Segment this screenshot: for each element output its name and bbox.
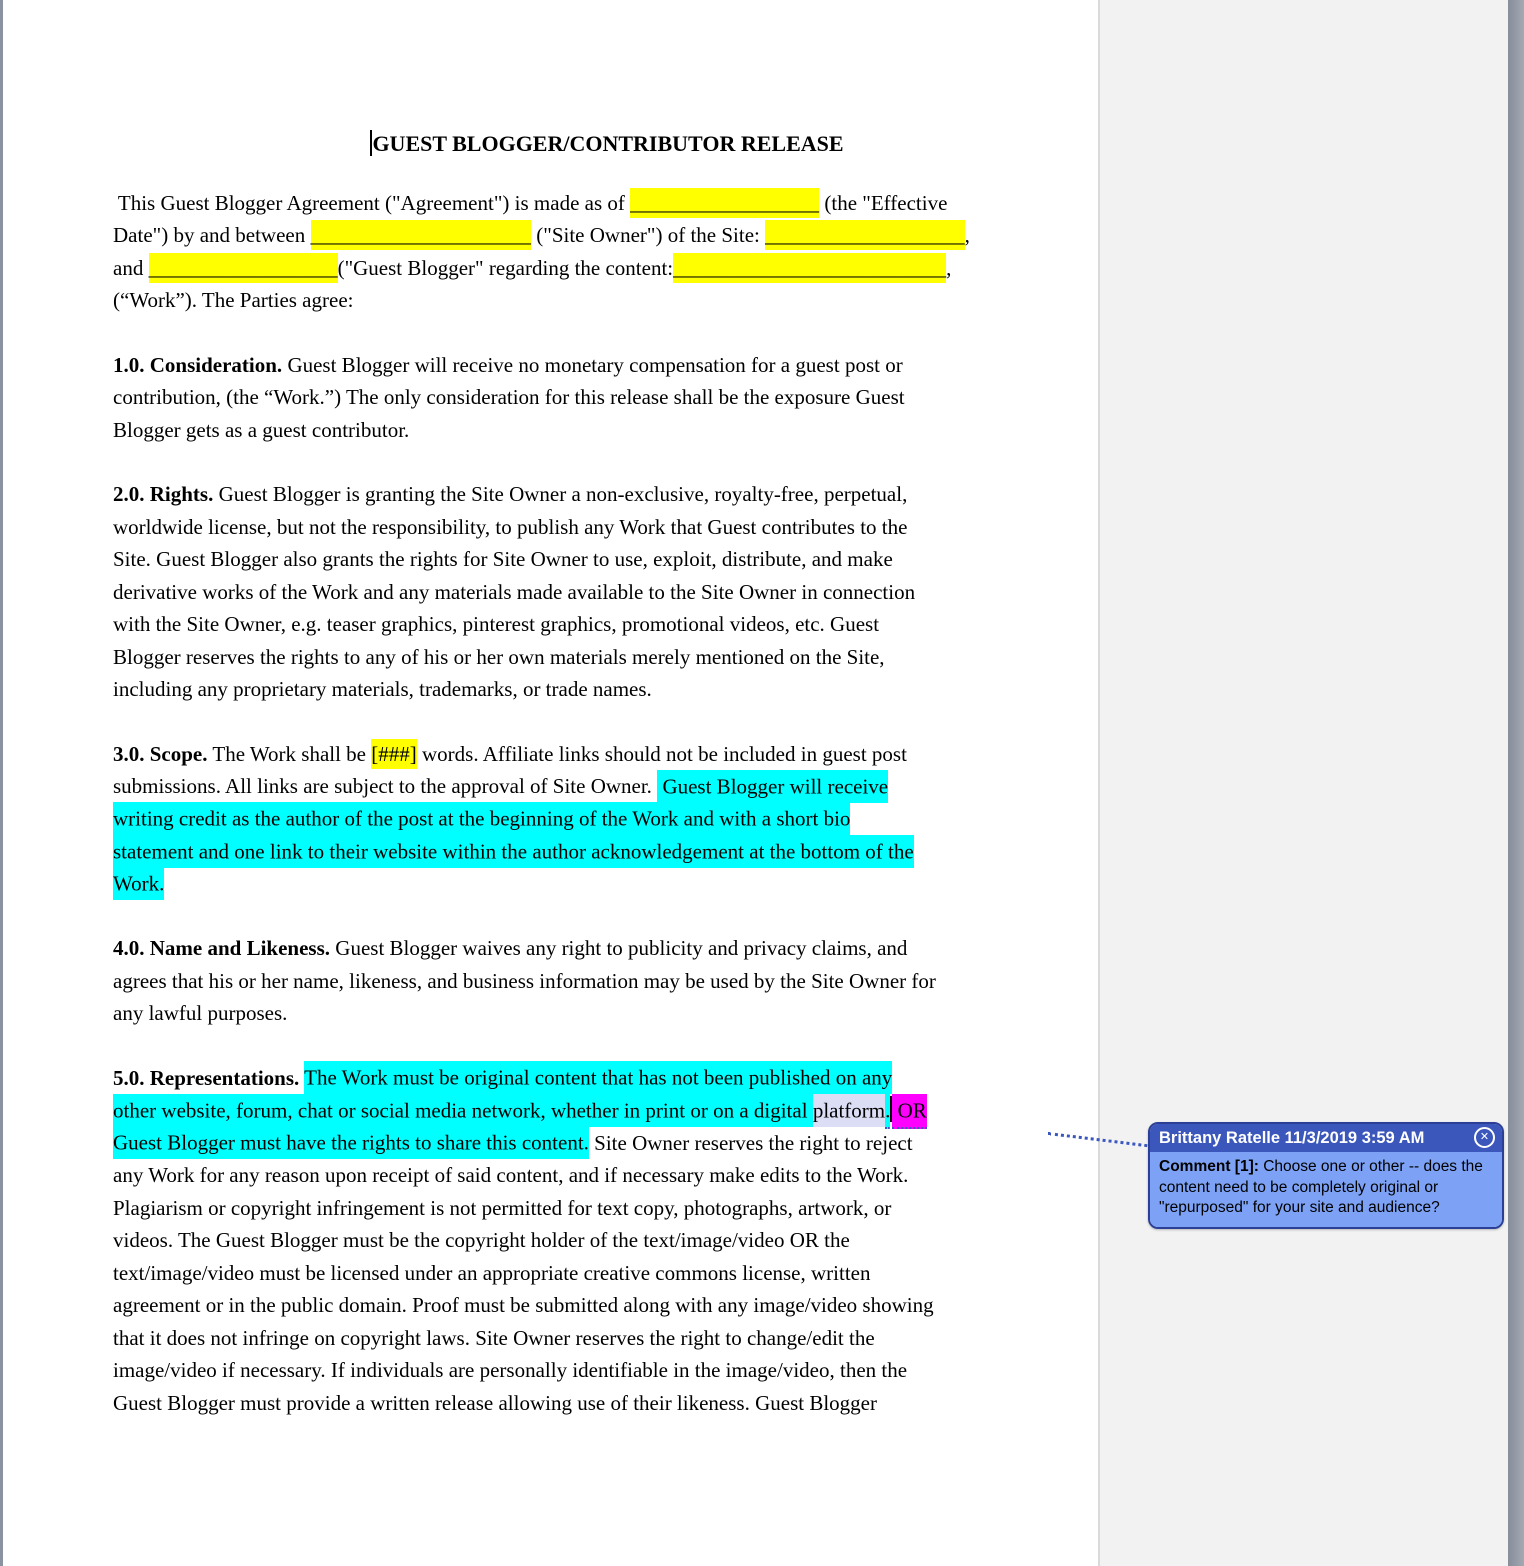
paragraph xyxy=(113,1062,1098,1420)
paragraph xyxy=(113,932,1098,1030)
text-line xyxy=(113,187,1098,220)
text-line xyxy=(113,1354,1098,1387)
highlighted-text-run: __________________ xyxy=(149,253,338,283)
text-run: This Guest Blogger Agreement ("Agreement") is made as of xyxy=(113,190,631,215)
text-run: any lawful purposes. xyxy=(113,1001,288,1025)
text-run: text/image/video must be licensed under an appropriate creative commons license, written xyxy=(113,1260,871,1285)
text-run: and xyxy=(113,255,149,280)
highlighted-text-run: statement and one link to their website within the author acknowledgement at the bottom of the xyxy=(113,835,914,868)
text-line xyxy=(113,478,1098,511)
paragraph xyxy=(113,478,1098,706)
text-line xyxy=(113,1387,1098,1420)
text-run: Blogger gets as a guest contributor. xyxy=(113,417,410,442)
text-run: worldwide license, but not the responsibility, to publish any Work that Guest contributes to the xyxy=(113,514,908,539)
paragraph xyxy=(113,738,1098,901)
document-page xyxy=(3,0,1098,1566)
text-run: agreement or in the public domain. Proof must be submitted along with any image/video showing xyxy=(113,1293,934,1317)
comment-box[interactable] xyxy=(1148,1122,1504,1229)
text-line xyxy=(113,1159,1098,1192)
text-line xyxy=(113,965,1098,998)
text-line xyxy=(113,219,1098,252)
text-line xyxy=(113,932,1098,965)
text-run: Plagiarism or copyright infringement is not permitted for text copy, photographs, artwork, or xyxy=(113,1195,892,1220)
text-line xyxy=(113,349,1098,382)
text-line xyxy=(113,1289,1098,1322)
highlighted-text-run: Guest Blogger will receive xyxy=(657,770,888,803)
highlighted-text-run: _____________________ xyxy=(311,220,532,250)
text-run: any Work for any reason upon receipt of said content, and if necessary make edits to the Work. xyxy=(113,1163,909,1187)
text-run: Site. Guest Blogger also grants the rights for Site Owner to use, exploit, distribute, and make xyxy=(113,547,893,571)
highlighted-text-run: platform xyxy=(813,1094,885,1127)
text-line xyxy=(113,868,1098,901)
text-run: with the Site Owner, e.g. teaser graphics, pinterest graphics, promotional videos, etc. Guest xyxy=(113,612,880,636)
comment-body xyxy=(1150,1152,1502,1227)
text-line xyxy=(113,284,1098,317)
text-line xyxy=(113,738,1098,771)
comment-label: Comment [1]: xyxy=(1159,1158,1259,1175)
text-line xyxy=(113,1094,1098,1127)
text-run: 1.0. Consideration. xyxy=(113,352,283,377)
text-line xyxy=(113,543,1098,576)
text-run: submissions. All links are subject to the approval of Site Owner. xyxy=(113,774,658,798)
text-line xyxy=(113,1062,1098,1095)
highlighted-text-run: Work. xyxy=(113,867,164,900)
highlighted-text-run: ___________________ xyxy=(765,220,965,250)
text-run: Guest Blogger is granting the Site Owner a non-exclusive, royalty-free, perpetual, xyxy=(213,482,908,506)
text-line xyxy=(113,1257,1098,1290)
text-line xyxy=(113,1224,1098,1257)
text-line xyxy=(113,511,1098,544)
text-line xyxy=(113,381,1098,414)
text-run: contribution, (the “Work.”) The only consideration for this release shall be the exposure Guest xyxy=(113,385,905,409)
text-run: ("Site Owner") of the Site: xyxy=(531,223,766,247)
text-run: Guest Blogger must provide a written release allowing use of their likeness. Guest Blogger xyxy=(113,1390,877,1415)
text-line xyxy=(113,128,1101,161)
text-line xyxy=(113,673,1098,706)
highlighted-text-run: . xyxy=(885,1094,890,1129)
text-line xyxy=(113,1192,1098,1225)
text-run: 5.0. Representations. xyxy=(113,1065,300,1090)
close-icon[interactable]: ✕ xyxy=(1474,1127,1495,1148)
text-run: derivative works of the Work and any materials made available to the Site Owner in connection xyxy=(113,579,916,604)
highlighted-text-run: The Work must be original content that has not been published on any xyxy=(304,1061,892,1094)
text-run: videos. The Guest Blogger must be the copyright holder of the text/image/video OR the xyxy=(113,1228,850,1252)
text-run: 2.0. Rights. xyxy=(113,482,214,506)
text-line xyxy=(113,608,1098,641)
text-run: 3.0. Scope. xyxy=(113,741,208,766)
comment-margin-area xyxy=(1100,0,1508,1566)
highlighted-text-run: __________________ xyxy=(630,188,819,218)
comment-text: Choose one or other -- does the content need to be completely original or "repurposed" for your site and audience? xyxy=(1159,1158,1483,1216)
text-run: (“Work”). The Parties agree: xyxy=(113,288,354,312)
text-run: 4.0. Name and Likeness. xyxy=(113,936,331,960)
highlighted-text-run: OR xyxy=(892,1094,926,1129)
text-run: that it does not infringe on copyright laws. Site Owner reserves the right to change/edit the xyxy=(113,1325,875,1350)
text-run: words. Affiliate links should not be included in guest post xyxy=(416,741,907,766)
comment-header xyxy=(1150,1124,1502,1152)
text-run: ("Guest Blogger" regarding the content: xyxy=(337,255,674,280)
text-run: GUEST BLOGGER/CONTRIBUTOR RELEASE xyxy=(372,131,844,156)
highlighted-text-run: writing credit as the author of the post at the beginning of the Work and with a short bio xyxy=(113,802,850,835)
paragraph xyxy=(113,187,1098,317)
text-line xyxy=(113,576,1098,609)
scrollbar[interactable] xyxy=(1508,0,1524,1566)
highlighted-text-run: Guest Blogger must have the rights to share this content. xyxy=(113,1126,589,1159)
paragraph xyxy=(113,349,1098,447)
text-run: , xyxy=(964,223,970,247)
text-run: , xyxy=(946,255,952,280)
text-line xyxy=(113,803,1098,836)
text-run: Blogger reserves the rights to any of his or her own materials merely mentioned on the Site, xyxy=(113,644,885,669)
text-run: Guest Blogger waives any right to publicity and privacy claims, and xyxy=(330,936,908,960)
text-run: image/video if necessary. If individuals are personally identifiable in the image/video, then the xyxy=(113,1358,908,1382)
document-title xyxy=(113,128,1101,161)
text-run: including any proprietary materials, trademarks, or trade names. xyxy=(113,677,652,701)
text-line xyxy=(113,997,1098,1030)
text-line xyxy=(113,414,1098,447)
text-line xyxy=(113,835,1098,868)
text-line xyxy=(113,641,1098,674)
text-run: The Work shall be xyxy=(207,741,372,766)
text-run: agrees that his or her name, likeness, and business information may be used by the Site Owner for xyxy=(113,968,936,993)
text-run: Guest Blogger will receive no monetary compensation for a guest post or xyxy=(282,352,903,377)
highlighted-text-run: other website, forum, chat or social media network, whether in print or on a digital xyxy=(113,1094,813,1127)
highlighted-text-run: __________________________ xyxy=(673,253,946,283)
text-line xyxy=(113,252,1098,285)
text-line xyxy=(113,770,1098,803)
text-run: Site Owner reserves the right to reject xyxy=(588,1130,913,1155)
text-run: (the "Effective xyxy=(819,190,948,215)
highlighted-text-run: [###] xyxy=(371,739,417,769)
text-line xyxy=(113,1322,1098,1355)
comment-author-line: Brittany Ratelle 11/3/2019 3:59 AM xyxy=(1159,1129,1425,1147)
text-run: Date") by and between xyxy=(113,223,311,247)
document-content[interactable] xyxy=(3,0,1098,1451)
text-line xyxy=(113,1127,1098,1160)
